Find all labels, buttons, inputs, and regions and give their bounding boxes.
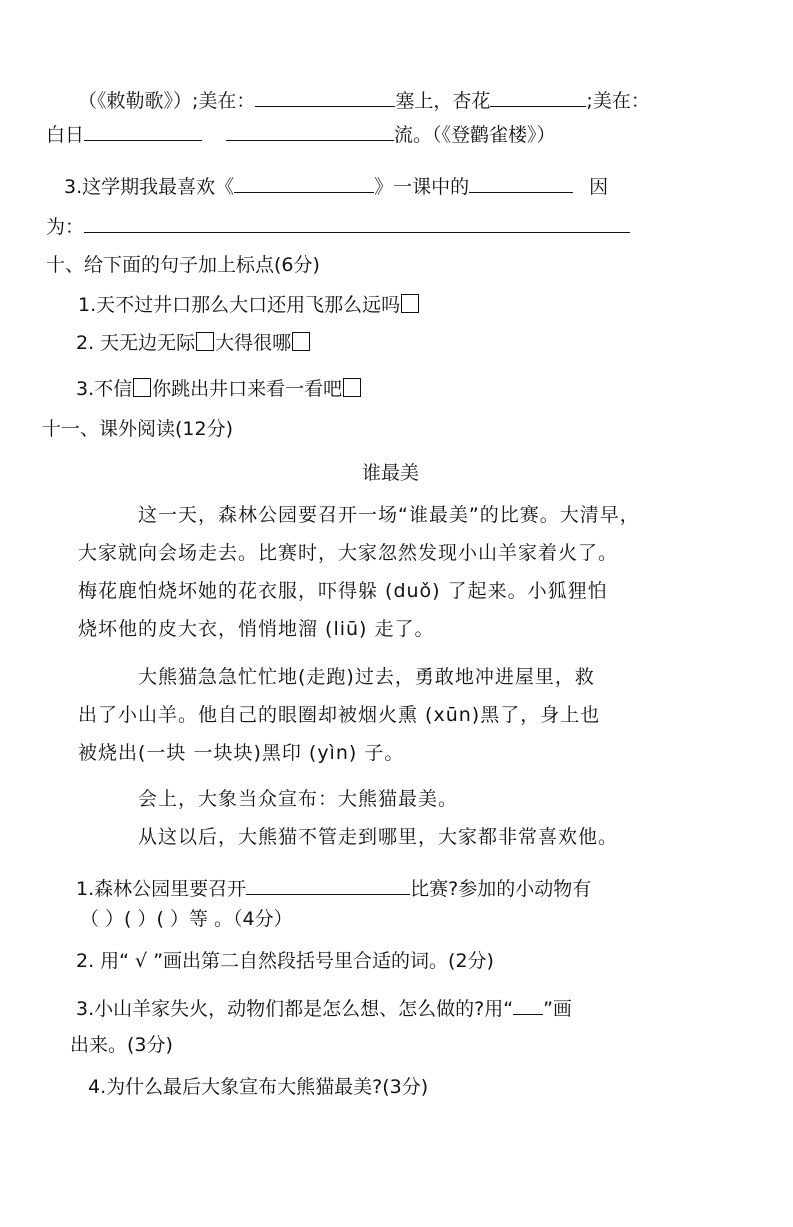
poem-line-2: [46, 120, 556, 148]
answer-blank[interactable]: [246, 874, 410, 895]
text: ;美在：: [586, 90, 650, 112]
text: 3.这学期我最喜欢《: [64, 176, 235, 198]
answer-blank[interactable]: [234, 172, 374, 193]
text: 为：: [46, 216, 85, 238]
punctuation-box[interactable]: [343, 378, 361, 397]
story-paragraph-1-line-3: 梅花鹿怕烧坏她的花衣服，吓得躲 (duǒ) 了起来。小狐狸怕: [78, 580, 608, 602]
text: 塞上，杏花: [395, 90, 491, 112]
punctuation-item-3: [76, 376, 362, 402]
reading-question-4: 4.为什么最后大象宣布大熊猫最美?(3分): [88, 1076, 429, 1098]
story-paragraph-1-line-1: 这一天，森林公园要召开一场“谁最美”的比赛。大清早，: [138, 504, 640, 526]
reading-question-1-brackets[interactable]: （ ）( ）( ）等 。（4分）: [80, 908, 293, 930]
section-heading-punctuation: 十、给下面的句子加上标点(6分): [46, 254, 320, 276]
section-heading-reading: 十一、课外阅读(12分): [42, 418, 234, 440]
story-paragraph-4: 从这以后，大熊猫不管走到哪里，大家都非常喜欢他。: [138, 826, 619, 848]
reading-question-3-line-2: 出来。(3分): [70, 1034, 173, 1056]
reading-question-1: [76, 874, 591, 902]
text: 1.森林公园里要召开: [76, 878, 247, 900]
punctuation-box[interactable]: [196, 332, 214, 351]
answer-blank[interactable]: [255, 86, 395, 107]
answer-blank[interactable]: [490, 86, 586, 107]
text: 3.不信: [76, 378, 133, 400]
text: （《敕勒歌》）;美在：: [78, 90, 256, 112]
story-title: 谁最美: [362, 462, 420, 484]
reading-question-3: [76, 994, 572, 1022]
punctuation-box[interactable]: [133, 378, 151, 397]
poem-line-1: [78, 86, 650, 114]
story-paragraph-1-line-4: 烧坏他的皮大衣，悄悄地溜 (liū) 走了。: [78, 618, 435, 640]
reading-question-2: 2. 用“ √ ”画出第二自然段括号里合适的词。(2分): [76, 950, 494, 972]
text: 流。（《登鹳雀楼》）: [394, 124, 556, 146]
text: ”画: [543, 998, 572, 1020]
story-paragraph-2-line-1: 大熊猫急急忙忙地(走跑)过去，勇敢地冲进屋里，救: [138, 666, 595, 688]
underline-sample: [513, 994, 543, 1015]
text: 1.天不过井口那么大口还用飞那么远吗: [78, 294, 401, 316]
text: 白日: [46, 124, 85, 146]
answer-blank[interactable]: [469, 172, 573, 193]
story-paragraph-3: 会上，大象当众宣布：大熊猫最美。: [138, 788, 459, 810]
answer-blank[interactable]: [84, 212, 630, 233]
text: 2. 天无边无际: [76, 332, 196, 354]
text: 因: [589, 176, 609, 198]
story-paragraph-2-line-2: 出了小山羊。他自己的眼圈却被烟火熏 (xūn)黑了，身上也: [78, 704, 601, 726]
punctuation-item-1: [78, 292, 420, 318]
text: 3.小山羊家失火，动物们都是怎么想、怎么做的?用“: [76, 998, 514, 1020]
punctuation-box[interactable]: [401, 294, 419, 313]
story-paragraph-2-line-3: 被烧出(一块 一块块)黑印 (yìn) 子。: [78, 742, 405, 764]
story-paragraph-1-line-2: 大家就向会场走去。比赛时，大家忽然发现小山羊家着火了。: [78, 542, 619, 564]
text: 你跳出井口来看一看吧: [152, 378, 343, 400]
answer-blank[interactable]: [226, 120, 394, 141]
answer-blank[interactable]: [84, 120, 202, 141]
question-reason-line: [46, 212, 630, 240]
punctuation-item-2: [76, 330, 311, 356]
punctuation-box[interactable]: [292, 332, 310, 351]
text: 比赛?参加的小动物有: [410, 878, 592, 900]
question-favorite-lesson: [64, 172, 608, 200]
text: 大得很哪: [215, 332, 292, 354]
text: 》一课中的: [374, 176, 470, 198]
